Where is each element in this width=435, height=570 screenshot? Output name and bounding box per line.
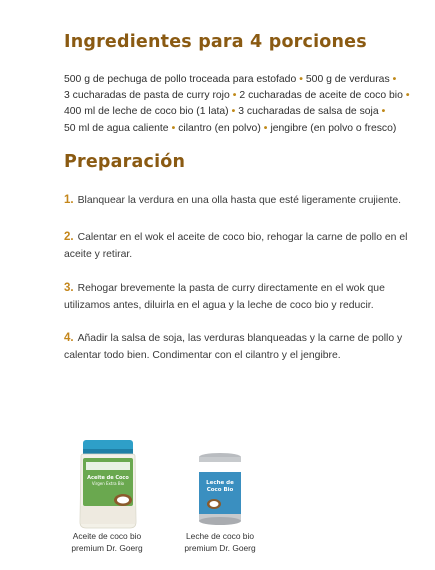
preparation-title: Preparación [64, 152, 186, 172]
caption-line: Leche de coco bio [186, 531, 254, 541]
bullet-separator: • [232, 90, 237, 102]
ingredients-line [64, 121, 434, 137]
product-caption [165, 530, 275, 554]
coconut-oil-jar-icon [75, 438, 141, 530]
ingredient-item: 3 cucharadas de pasta de curry rojo [64, 90, 230, 102]
ingredient-item: 2 cucharadas de aceite de coco bio [239, 90, 403, 102]
ingredients-title: Ingredientes para 4 porciones [64, 32, 367, 52]
ingredient-item: jengibre (en polvo o fresco) [270, 122, 397, 134]
caption-line: Aceite de coco bio [72, 531, 142, 541]
ingredients-line [64, 88, 434, 104]
step-number: 3. [64, 282, 74, 294]
product-caption [52, 530, 162, 554]
jar-label-text: Aceite de Coco [87, 475, 129, 481]
bullet-separator: • [171, 122, 176, 134]
step-text: Añadir la salsa de soja, las verduras blanqueadas y la carne de pollo y calentar todo bien. Condimentar con el cilantro y el jengibre. [64, 333, 403, 361]
bullet-separator: • [392, 74, 397, 85]
ingredient-item: 3 cucharadas de salsa de soja [238, 106, 379, 118]
step-text: Calentar en el wok el aceite de coco bio, rehogar la carne de pollo en el aceite y retirar. [64, 232, 408, 260]
caption-line: premium Dr. Goerg [184, 543, 256, 553]
can-label-text: Coco Bio [206, 487, 234, 493]
coconut-milk-can-icon [196, 452, 244, 527]
step-number: 2. [64, 231, 74, 243]
ingredient-item: 400 ml de leche de coco bio (1 lata) [64, 106, 229, 118]
caption-line: premium Dr. Goerg [71, 543, 143, 553]
ingredients-list [64, 72, 434, 137]
ingredients-line [64, 104, 434, 120]
ingredient-item: 500 g de verduras [305, 74, 390, 85]
ingredients-line [64, 72, 434, 88]
bullet-separator: • [381, 106, 386, 118]
bullet-separator: • [299, 74, 303, 85]
preparation-step [64, 280, 414, 314]
step-number: 4. [64, 332, 74, 344]
bullet-separator: • [231, 106, 236, 118]
preparation-step [64, 330, 414, 364]
jar-label-text: Virgen Extra Bio [91, 481, 125, 486]
bullet-separator: • [405, 90, 410, 102]
step-text: Rehogar brevemente la pasta de curry directamente en el wok que utilizamos antes, diluirla en el agua y la leche de coco bio y reducir. [64, 283, 385, 311]
ingredient-item: cilantro (en polvo) [178, 122, 261, 134]
can-label-text: Leche de [206, 480, 234, 486]
preparation-step [64, 229, 414, 263]
ingredient-item: 500 g de pechuga de pollo troceada para estofado [64, 74, 297, 85]
preparation-step [64, 192, 414, 209]
step-number: 1. [64, 194, 74, 206]
step-text: Blanquear la verdura en una olla hasta que esté ligeramente crujiente. [77, 195, 402, 206]
ingredient-item: 50 ml de agua caliente [64, 122, 169, 134]
bullet-separator: • [263, 122, 268, 134]
